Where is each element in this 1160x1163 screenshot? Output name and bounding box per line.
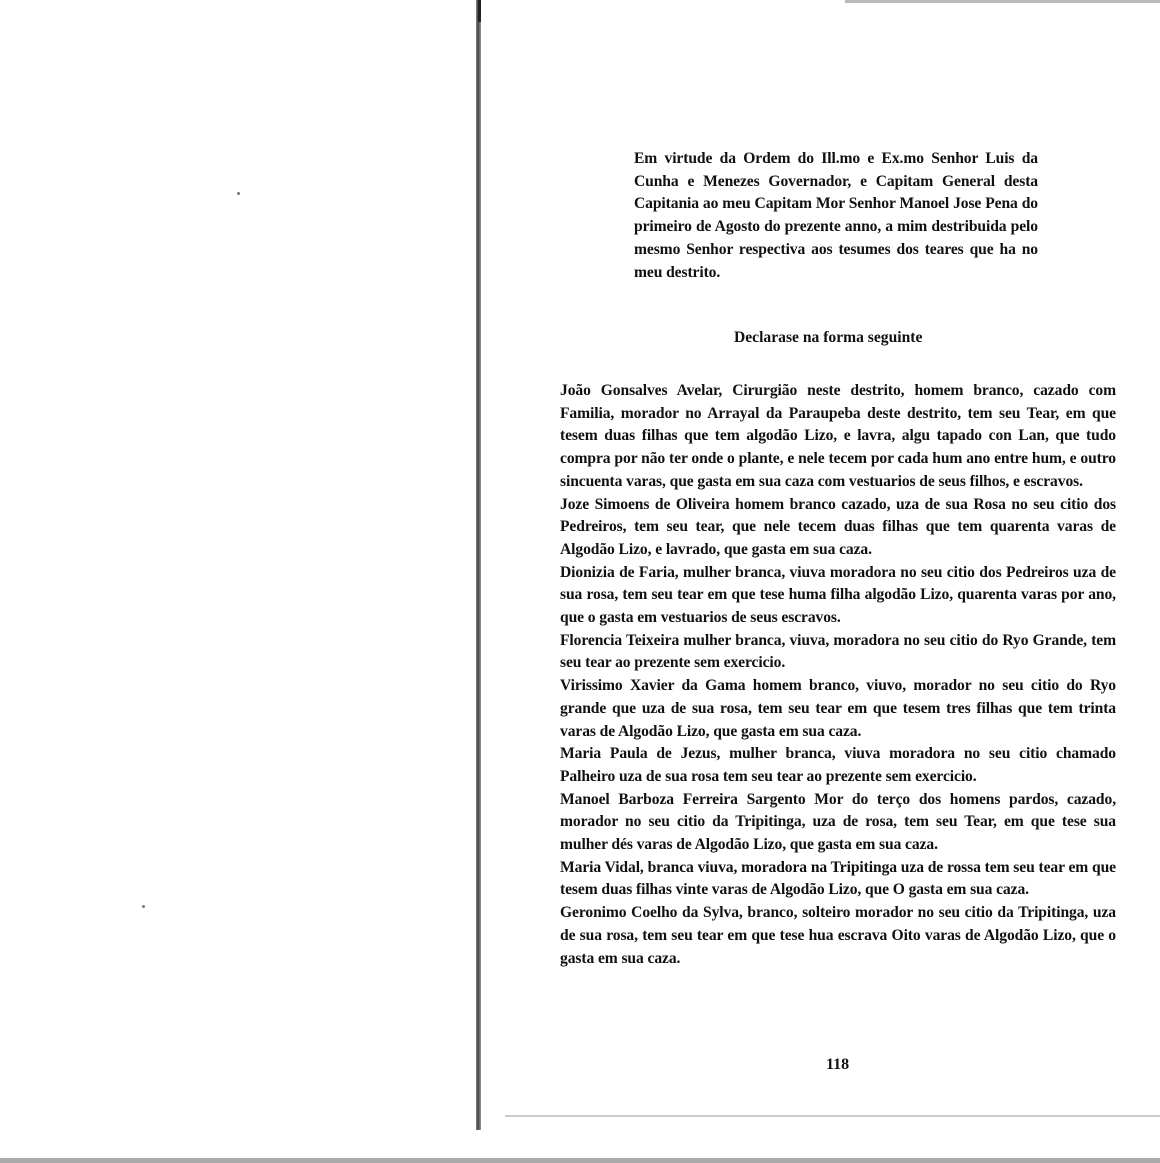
scan-speck <box>142 905 145 908</box>
book-spine <box>476 0 481 1130</box>
list-item: Geronimo Coelho da Sylva, branco, solteiro morador no seu citio da Tripitinga, uza de sua rosa, tem seu tear em que tese hua escrava Oito varas de Algodão Lizo, que o gasta em sua caza. <box>560 904 1116 967</box>
section-heading: Declarase na forma seguinte <box>734 329 923 346</box>
list-item: Maria Vidal, branca viuva, moradora na Tripitinga uza de rossa tem seu tear em que tesem duas filhas vinte varas de Algodão Lizo, que O gasta em sua caza. <box>560 858 1116 899</box>
list-item: Maria Paula de Jezus, mulher branca, viuva moradora no seu citio chamado Palheiro uza de sua rosa tem seu tear ao prezente sem exercicio. <box>560 745 1116 785</box>
scan-speck <box>237 192 240 195</box>
list-item: Manoel Barboza Ferreira Sargento Mor do terço dos homens pardos, cazado, morador no seu citio da Tripitinga, uza de rosa, tem seu Tear, em que tese sua mulher dés varas de Algodão Lizo, que gasta em sua caza. <box>560 790 1116 854</box>
list-item: Dionizia de Faria, mulher branca, viuva moradora no seu citio dos Pedreiros uza de sua rosa, tem seu tear em que tese huma filha algodão Lizo, quarenta varas por ano, que o gasta em vestuarios de seus escravos. <box>560 563 1116 627</box>
entries-list <box>560 380 1116 970</box>
list-item: Joze Simoens de Oliveira homem branco cazado, uza de sua Rosa no seu citio dos Pedreiros, tem seu tear, que nele tecem duas filhas que tem quarenta varas de Algodão Lizo, e lavrado, que gasta em sua caza. <box>560 495 1116 558</box>
page-bottom-edge <box>0 1158 1160 1163</box>
page-number: 118 <box>826 1056 850 1073</box>
intro-paragraph: Em virtude da Ordem do Ill.mo e Ex.mo Senhor Luis da Cunha e Menezes Governador, e Capitam General desta Capitania ao meu Capitam Mor Senhor Manoel Jose Pena do primeiro de Agosto do prezente anno, a mim destribuida pelo mesmo Senhor respectiva aos tesumes dos teares que ha no meu destrito. <box>634 150 1038 281</box>
page-bottom-shadow <box>505 1115 1160 1117</box>
list-item: Virissimo Xavier da Gama homem branco, viuvo, morador no seu citio do Ryo grande que uza de sua rosa, tem seu tear em que tesem tres filhas que tem trinta varas de Algodão Lizo, que gasta em sua caza. <box>560 677 1116 740</box>
list-item: João Gonsalves Avelar, Cirurgião neste destrito, homem branco, cazado com Familia, morador no Arrayal da Paraupeba deste destrito, tem seu Tear, em que tesem duas filhas que tem algodão Lizo, e lavra, algu tapado con Lan, que tudo compra por não ter onde o plante, e nele tecem por cada hum ano entre hum, e outro sincuenta varas, que gasta em sua caza com vestuarios de seus filhos, e escravos. <box>560 382 1116 490</box>
list-item: Florencia Teixeira mulher branca, viuva, moradora no seu citio do Ryo Grande, tem seu tear ao prezente sem exercicio. <box>560 631 1116 672</box>
page-top-edge <box>845 0 1160 3</box>
spine-top-mark <box>478 0 481 22</box>
